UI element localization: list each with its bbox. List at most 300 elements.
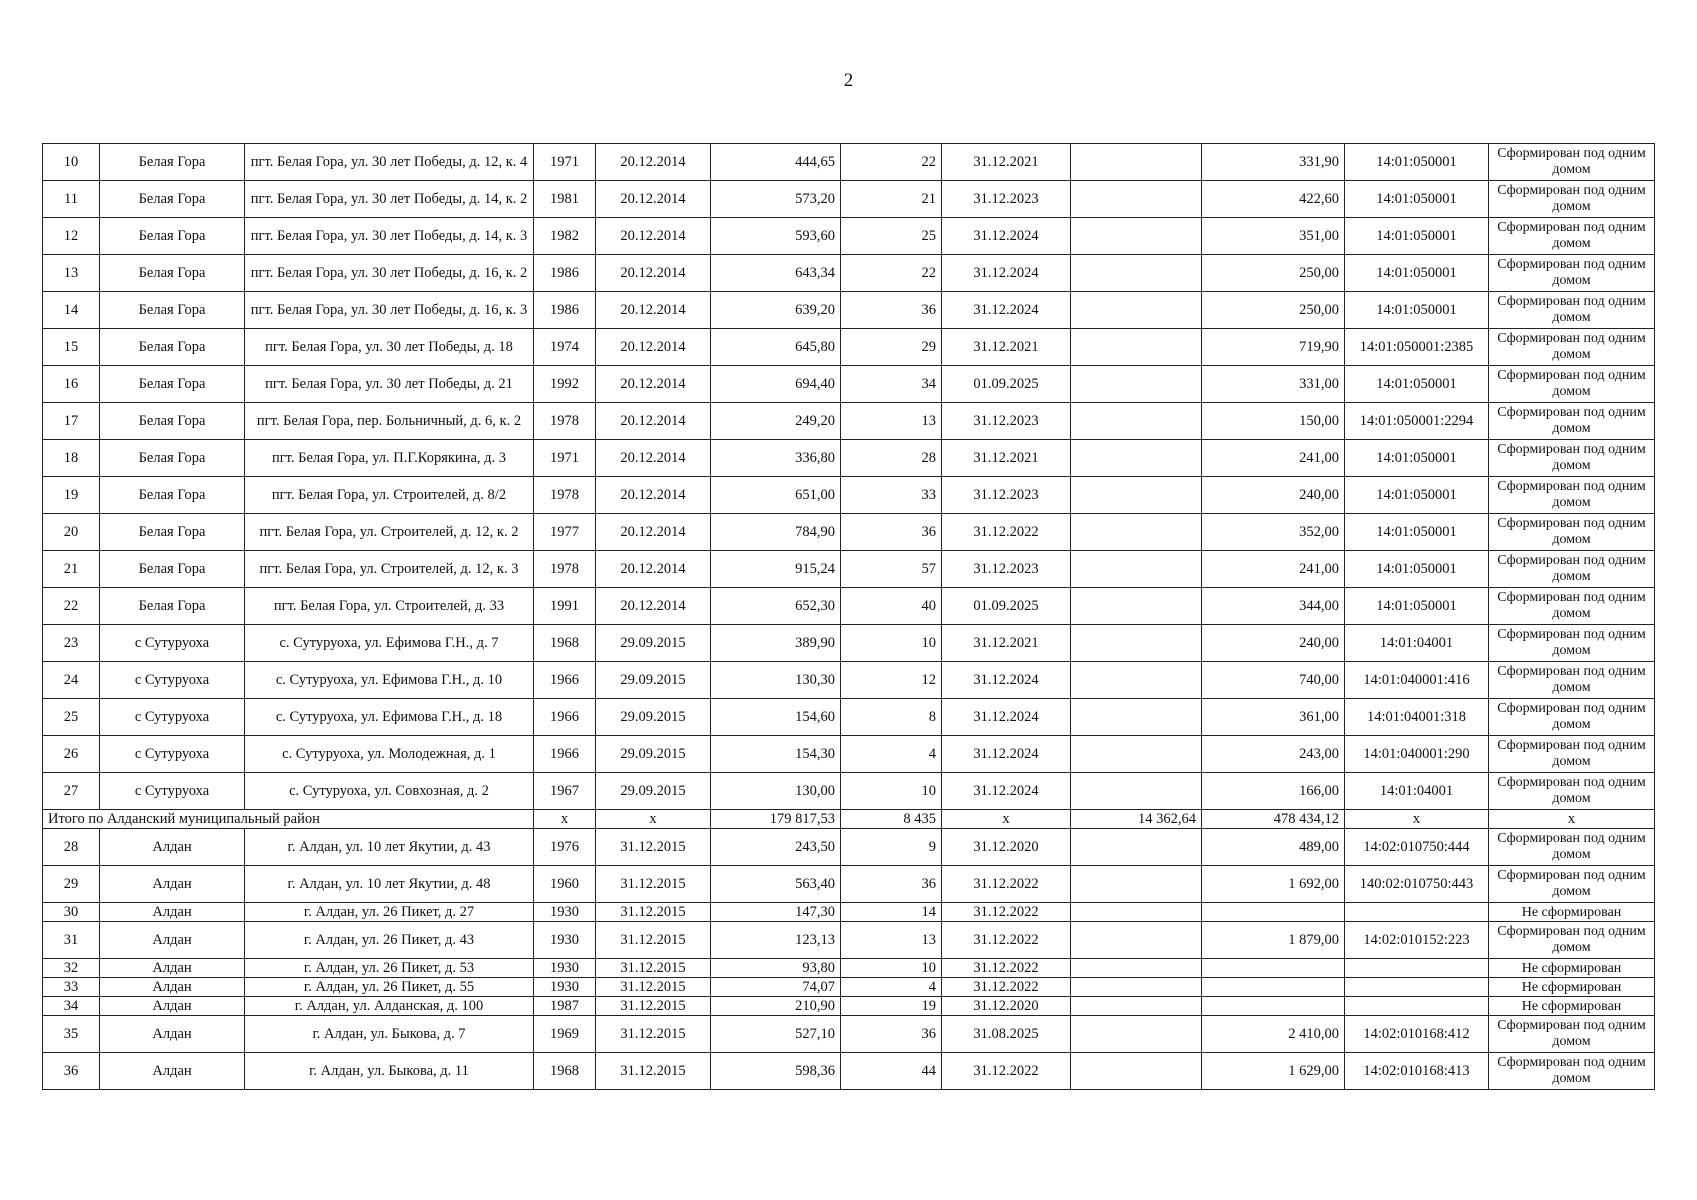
table-row (43, 662, 1655, 699)
deadline-cell: 31.12.2024 (942, 662, 1071, 699)
status-cell: Сформирован под одним домом (1489, 1053, 1655, 1090)
amount-cell (1071, 959, 1202, 978)
residents-cell: 36 (841, 1016, 942, 1053)
table-row (43, 736, 1655, 773)
deadline-cell: 31.12.2024 (942, 218, 1071, 255)
total-row (43, 810, 1655, 829)
year-cell: 1991 (534, 588, 596, 625)
year-cell: 1986 (534, 255, 596, 292)
status-cell: Сформирован под одним домом (1489, 144, 1655, 181)
status-cell: Сформирован под одним домом (1489, 329, 1655, 366)
status-cell: Сформирован под одним домом (1489, 366, 1655, 403)
land-area-cell: 478 434,12 (1202, 810, 1345, 829)
table-row (43, 181, 1655, 218)
table-row (43, 588, 1655, 625)
row-number: 18 (43, 440, 100, 477)
year-cell: 1971 (534, 440, 596, 477)
row-number: 11 (43, 181, 100, 218)
status-cell: Сформирован под одним домом (1489, 773, 1655, 810)
date-cell: 29.09.2015 (596, 662, 711, 699)
table-row (43, 1053, 1655, 1090)
date-cell: 20.12.2014 (596, 329, 711, 366)
deadline-cell: 31.12.2022 (942, 903, 1071, 922)
residents-cell: 25 (841, 218, 942, 255)
address-cell: с. Сутуруоха, ул. Совхозная, д. 2 (245, 773, 534, 810)
cadastral-number-cell: 14:01:050001 (1345, 551, 1489, 588)
address-cell: г. Алдан, ул. 10 лет Якутии, д. 43 (245, 829, 534, 866)
address-cell: г. Алдан, ул. 26 Пикет, д. 43 (245, 922, 534, 959)
row-number: 13 (43, 255, 100, 292)
year-cell: 1969 (534, 1016, 596, 1053)
deadline-cell: 31.12.2024 (942, 773, 1071, 810)
row-number: 16 (43, 366, 100, 403)
residents-cell: 13 (841, 922, 942, 959)
deadline-cell: 31.12.2024 (942, 255, 1071, 292)
area-cell: 444,65 (711, 144, 841, 181)
amount-cell (1071, 403, 1202, 440)
row-number: 19 (43, 477, 100, 514)
residents-cell: 14 (841, 903, 942, 922)
locality-cell: с Сутуруоха (100, 736, 245, 773)
date-cell: 31.12.2015 (596, 922, 711, 959)
table-body (43, 144, 1655, 1090)
locality-cell: Алдан (100, 978, 245, 997)
date-cell: 29.09.2015 (596, 736, 711, 773)
address-cell: г. Алдан, ул. 26 Пикет, д. 55 (245, 978, 534, 997)
row-number: 26 (43, 736, 100, 773)
residents-cell: 34 (841, 366, 942, 403)
row-number: 20 (43, 514, 100, 551)
locality-cell: Белая Гора (100, 329, 245, 366)
cadastral-number-cell: 14:01:050001 (1345, 514, 1489, 551)
date-cell: 31.12.2015 (596, 997, 711, 1016)
cadastral-number-cell: 14:01:050001 (1345, 181, 1489, 218)
amount-cell (1071, 292, 1202, 329)
amount-cell (1071, 588, 1202, 625)
row-number: 36 (43, 1053, 100, 1090)
amount-cell (1071, 1053, 1202, 1090)
year-cell: 1977 (534, 514, 596, 551)
row-number: 22 (43, 588, 100, 625)
row-number: 10 (43, 144, 100, 181)
year-cell: 1981 (534, 181, 596, 218)
residents-cell: 19 (841, 997, 942, 1016)
address-cell: г. Алдан, ул. Быкова, д. 7 (245, 1016, 534, 1053)
locality-cell: Алдан (100, 903, 245, 922)
amount-cell (1071, 144, 1202, 181)
date-cell: 20.12.2014 (596, 255, 711, 292)
year-cell: 1960 (534, 866, 596, 903)
date-cell: 20.12.2014 (596, 551, 711, 588)
year-cell: x (534, 810, 596, 829)
table-row (43, 1016, 1655, 1053)
status-cell: Сформирован под одним домом (1489, 477, 1655, 514)
deadline-cell: 31.12.2021 (942, 329, 1071, 366)
address-cell: пгт. Белая Гора, ул. 30 лет Победы, д. 14, к. 3 (245, 218, 534, 255)
deadline-cell: 31.12.2020 (942, 829, 1071, 866)
status-cell: Сформирован под одним домом (1489, 699, 1655, 736)
cadastral-number-cell: 14:01:050001:2385 (1345, 329, 1489, 366)
land-area-cell: 719,90 (1202, 329, 1345, 366)
area-cell: 154,30 (711, 736, 841, 773)
amount-cell (1071, 329, 1202, 366)
residents-cell: 4 (841, 736, 942, 773)
date-cell: 20.12.2014 (596, 144, 711, 181)
status-cell: Сформирован под одним домом (1489, 625, 1655, 662)
housing-register-table (42, 143, 1655, 1090)
table-row (43, 292, 1655, 329)
year-cell: 1971 (534, 144, 596, 181)
address-cell: пгт. Белая Гора, ул. 30 лет Победы, д. 21 (245, 366, 534, 403)
status-cell: Сформирован под одним домом (1489, 922, 1655, 959)
amount-cell (1071, 866, 1202, 903)
table-row (43, 922, 1655, 959)
cadastral-number-cell: 14:02:010750:444 (1345, 829, 1489, 866)
status-cell: Сформирован под одним домом (1489, 829, 1655, 866)
land-area-cell (1202, 959, 1345, 978)
cadastral-number-cell: 14:02:010152:223 (1345, 922, 1489, 959)
deadline-cell: 31.12.2020 (942, 997, 1071, 1016)
cadastral-number-cell: 14:01:050001 (1345, 255, 1489, 292)
date-cell: 31.12.2015 (596, 1053, 711, 1090)
amount-cell (1071, 551, 1202, 588)
land-area-cell: 241,00 (1202, 551, 1345, 588)
amount-cell (1071, 218, 1202, 255)
cadastral-number-cell: 14:01:04001 (1345, 625, 1489, 662)
residents-cell: 36 (841, 514, 942, 551)
date-cell: 20.12.2014 (596, 440, 711, 477)
table-row (43, 829, 1655, 866)
year-cell: 1968 (534, 1053, 596, 1090)
cadastral-number-cell: 14:02:010168:412 (1345, 1016, 1489, 1053)
row-number: 32 (43, 959, 100, 978)
table-row (43, 959, 1655, 978)
locality-cell: Белая Гора (100, 551, 245, 588)
address-cell: с. Сутуруоха, ул. Ефимова Г.Н., д. 7 (245, 625, 534, 662)
locality-cell: Белая Гора (100, 292, 245, 329)
area-cell: 389,90 (711, 625, 841, 662)
residents-cell: 22 (841, 144, 942, 181)
table-row (43, 144, 1655, 181)
land-area-cell: 331,00 (1202, 366, 1345, 403)
year-cell: 1966 (534, 662, 596, 699)
row-number: 14 (43, 292, 100, 329)
table-row (43, 255, 1655, 292)
date-cell: 20.12.2014 (596, 514, 711, 551)
amount-cell (1071, 662, 1202, 699)
amount-cell (1071, 440, 1202, 477)
date-cell: 20.12.2014 (596, 588, 711, 625)
deadline-cell: 31.12.2022 (942, 866, 1071, 903)
area-cell: 598,36 (711, 1053, 841, 1090)
land-area-cell (1202, 903, 1345, 922)
status-cell: Сформирован под одним домом (1489, 403, 1655, 440)
address-cell: пгт. Белая Гора, ул. 30 лет Победы, д. 18 (245, 329, 534, 366)
land-area-cell: 361,00 (1202, 699, 1345, 736)
area-cell: 643,34 (711, 255, 841, 292)
area-cell: 915,24 (711, 551, 841, 588)
residents-cell: 40 (841, 588, 942, 625)
deadline-cell: 31.12.2024 (942, 736, 1071, 773)
area-cell: 93,80 (711, 959, 841, 978)
locality-cell: с Сутуруоха (100, 699, 245, 736)
locality-cell: Алдан (100, 1016, 245, 1053)
cadastral-number-cell: 14:01:04001 (1345, 773, 1489, 810)
residents-cell: 33 (841, 477, 942, 514)
land-area-cell: 331,90 (1202, 144, 1345, 181)
row-number: 31 (43, 922, 100, 959)
land-area-cell: 240,00 (1202, 625, 1345, 662)
area-cell: 652,30 (711, 588, 841, 625)
year-cell: 1982 (534, 218, 596, 255)
year-cell: 1968 (534, 625, 596, 662)
cadastral-number-cell: 14:01:04001:318 (1345, 699, 1489, 736)
area-cell: 593,60 (711, 218, 841, 255)
cadastral-number-cell: 14:01:040001:290 (1345, 736, 1489, 773)
area-cell: 573,20 (711, 181, 841, 218)
row-number: 12 (43, 218, 100, 255)
land-area-cell: 351,00 (1202, 218, 1345, 255)
deadline-cell: 31.12.2023 (942, 477, 1071, 514)
address-cell: пгт. Белая Гора, ул. Строителей, д. 33 (245, 588, 534, 625)
status-cell: Сформирован под одним домом (1489, 292, 1655, 329)
table-row (43, 514, 1655, 551)
area-cell: 147,30 (711, 903, 841, 922)
date-cell: 20.12.2014 (596, 218, 711, 255)
year-cell: 1992 (534, 366, 596, 403)
date-cell: 29.09.2015 (596, 699, 711, 736)
address-cell: пгт. Белая Гора, пер. Больничный, д. 6, к. 2 (245, 403, 534, 440)
area-cell: 645,80 (711, 329, 841, 366)
residents-cell: 22 (841, 255, 942, 292)
status-cell: Не сформирован (1489, 959, 1655, 978)
date-cell: 31.12.2015 (596, 829, 711, 866)
amount-cell (1071, 903, 1202, 922)
row-number: 27 (43, 773, 100, 810)
date-cell: 20.12.2014 (596, 403, 711, 440)
cadastral-number-cell: 14:01:050001 (1345, 477, 1489, 514)
residents-cell: 9 (841, 829, 942, 866)
table-row (43, 403, 1655, 440)
amount-cell (1071, 255, 1202, 292)
amount-cell: 14 362,64 (1071, 810, 1202, 829)
cadastral-number-cell (1345, 978, 1489, 997)
row-number: 34 (43, 997, 100, 1016)
address-cell: с. Сутуруоха, ул. Ефимова Г.Н., д. 18 (245, 699, 534, 736)
area-cell: 694,40 (711, 366, 841, 403)
row-number: 25 (43, 699, 100, 736)
area-cell: 336,80 (711, 440, 841, 477)
locality-cell: с Сутуруоха (100, 662, 245, 699)
table-row (43, 903, 1655, 922)
land-area-cell: 250,00 (1202, 292, 1345, 329)
row-number: 29 (43, 866, 100, 903)
locality-cell: Алдан (100, 1053, 245, 1090)
locality-cell: Алдан (100, 959, 245, 978)
status-cell: Сформирован под одним домом (1489, 440, 1655, 477)
cadastral-number-cell (1345, 903, 1489, 922)
address-cell: г. Алдан, ул. Алданская, д. 100 (245, 997, 534, 1016)
amount-cell (1071, 736, 1202, 773)
deadline-cell: 01.09.2025 (942, 366, 1071, 403)
residents-cell: 36 (841, 866, 942, 903)
table-row (43, 440, 1655, 477)
locality-cell: Алдан (100, 997, 245, 1016)
status-cell: Сформирован под одним домом (1489, 1016, 1655, 1053)
address-cell: с. Сутуруоха, ул. Ефимова Г.Н., д. 10 (245, 662, 534, 699)
year-cell: 1987 (534, 997, 596, 1016)
amount-cell (1071, 625, 1202, 662)
residents-cell: 10 (841, 959, 942, 978)
area-cell: 249,20 (711, 403, 841, 440)
cadastral-number-cell (1345, 959, 1489, 978)
year-cell: 1978 (534, 477, 596, 514)
status-cell: Сформирован под одним домом (1489, 255, 1655, 292)
area-cell: 130,00 (711, 773, 841, 810)
deadline-cell: 31.12.2023 (942, 551, 1071, 588)
status-cell: Сформирован под одним домом (1489, 218, 1655, 255)
address-cell: с. Сутуруоха, ул. Молодежная, д. 1 (245, 736, 534, 773)
address-cell: г. Алдан, ул. Быкова, д. 11 (245, 1053, 534, 1090)
locality-cell: Белая Гора (100, 514, 245, 551)
land-area-cell: 422,60 (1202, 181, 1345, 218)
status-cell: Сформирован под одним домом (1489, 181, 1655, 218)
year-cell: 1966 (534, 736, 596, 773)
table-row (43, 218, 1655, 255)
address-cell: пгт. Белая Гора, ул. 30 лет Победы, д. 12, к. 4 (245, 144, 534, 181)
deadline-cell: 31.08.2025 (942, 1016, 1071, 1053)
land-area-cell: 1 879,00 (1202, 922, 1345, 959)
cadastral-number-cell: x (1345, 810, 1489, 829)
address-cell: пгт. Белая Гора, ул. 30 лет Победы, д. 16, к. 3 (245, 292, 534, 329)
land-area-cell: 1 692,00 (1202, 866, 1345, 903)
amount-cell (1071, 997, 1202, 1016)
date-cell: 20.12.2014 (596, 366, 711, 403)
deadline-cell: 31.12.2022 (942, 978, 1071, 997)
date-cell: 20.12.2014 (596, 477, 711, 514)
date-cell: 20.12.2014 (596, 292, 711, 329)
date-cell: 31.12.2015 (596, 978, 711, 997)
land-area-cell: 352,00 (1202, 514, 1345, 551)
status-cell: Не сформирован (1489, 997, 1655, 1016)
residents-cell: 10 (841, 625, 942, 662)
cadastral-number-cell: 14:01:050001 (1345, 144, 1489, 181)
date-cell: 29.09.2015 (596, 625, 711, 662)
deadline-cell: 31.12.2021 (942, 144, 1071, 181)
locality-cell: Алдан (100, 922, 245, 959)
date-cell: 31.12.2015 (596, 903, 711, 922)
land-area-cell: 250,00 (1202, 255, 1345, 292)
land-area-cell: 240,00 (1202, 477, 1345, 514)
address-cell: г. Алдан, ул. 26 Пикет, д. 27 (245, 903, 534, 922)
land-area-cell: 740,00 (1202, 662, 1345, 699)
deadline-cell: 31.12.2023 (942, 403, 1071, 440)
status-cell: Сформирован под одним домом (1489, 514, 1655, 551)
table-row (43, 329, 1655, 366)
status-cell: Сформирован под одним домом (1489, 551, 1655, 588)
address-cell: г. Алдан, ул. 10 лет Якутии, д. 48 (245, 866, 534, 903)
locality-cell: Алдан (100, 829, 245, 866)
amount-cell (1071, 829, 1202, 866)
table-row (43, 625, 1655, 662)
deadline-cell: 01.09.2025 (942, 588, 1071, 625)
table-row (43, 551, 1655, 588)
status-cell: Сформирован под одним домом (1489, 866, 1655, 903)
cadastral-number-cell (1345, 997, 1489, 1016)
residents-cell: 21 (841, 181, 942, 218)
address-cell: пгт. Белая Гора, ул. 30 лет Победы, д. 14, к. 2 (245, 181, 534, 218)
land-area-cell: 243,00 (1202, 736, 1345, 773)
address-cell: пгт. Белая Гора, ул. Строителей, д. 12, к. 3 (245, 551, 534, 588)
deadline-cell: 31.12.2022 (942, 514, 1071, 551)
table-row (43, 997, 1655, 1016)
date-cell: 31.12.2015 (596, 1016, 711, 1053)
locality-cell: Белая Гора (100, 144, 245, 181)
amount-cell (1071, 366, 1202, 403)
row-number: 24 (43, 662, 100, 699)
address-cell: пгт. Белая Гора, ул. П.Г.Корякина, д. 3 (245, 440, 534, 477)
locality-cell: Белая Гора (100, 403, 245, 440)
address-cell: пгт. Белая Гора, ул. 30 лет Победы, д. 16, к. 2 (245, 255, 534, 292)
date-cell: 31.12.2015 (596, 866, 711, 903)
year-cell: 1930 (534, 978, 596, 997)
amount-cell (1071, 978, 1202, 997)
locality-cell: Алдан (100, 866, 245, 903)
row-number: 33 (43, 978, 100, 997)
cadastral-number-cell: 14:01:040001:416 (1345, 662, 1489, 699)
deadline-cell: x (942, 810, 1071, 829)
land-area-cell: 2 410,00 (1202, 1016, 1345, 1053)
area-cell: 527,10 (711, 1016, 841, 1053)
row-number: 35 (43, 1016, 100, 1053)
cadastral-number-cell: 14:01:050001 (1345, 218, 1489, 255)
residents-cell: 8 435 (841, 810, 942, 829)
row-number: 28 (43, 829, 100, 866)
deadline-cell: 31.12.2024 (942, 292, 1071, 329)
row-number: 30 (43, 903, 100, 922)
area-cell: 784,90 (711, 514, 841, 551)
page-number: 2 (843, 70, 854, 91)
year-cell: 1930 (534, 922, 596, 959)
locality-cell: с Сутуруоха (100, 625, 245, 662)
table-row (43, 477, 1655, 514)
area-cell: 179 817,53 (711, 810, 841, 829)
residents-cell: 4 (841, 978, 942, 997)
deadline-cell: 31.12.2021 (942, 625, 1071, 662)
amount-cell (1071, 514, 1202, 551)
area-cell: 563,40 (711, 866, 841, 903)
area-cell: 130,30 (711, 662, 841, 699)
locality-cell: Белая Гора (100, 218, 245, 255)
area-cell: 210,90 (711, 997, 841, 1016)
land-area-cell: 150,00 (1202, 403, 1345, 440)
amount-cell (1071, 477, 1202, 514)
address-cell: пгт. Белая Гора, ул. Строителей, д. 8/2 (245, 477, 534, 514)
table-row (43, 773, 1655, 810)
total-label: Итого по Алданский муниципальный район (43, 810, 534, 829)
year-cell: 1930 (534, 959, 596, 978)
deadline-cell: 31.12.2021 (942, 440, 1071, 477)
land-area-cell: 241,00 (1202, 440, 1345, 477)
status-cell: Не сформирован (1489, 978, 1655, 997)
land-area-cell (1202, 978, 1345, 997)
year-cell: 1978 (534, 551, 596, 588)
residents-cell: 8 (841, 699, 942, 736)
deadline-cell: 31.12.2024 (942, 699, 1071, 736)
land-area-cell: 489,00 (1202, 829, 1345, 866)
year-cell: 1978 (534, 403, 596, 440)
status-cell: Сформирован под одним домом (1489, 662, 1655, 699)
